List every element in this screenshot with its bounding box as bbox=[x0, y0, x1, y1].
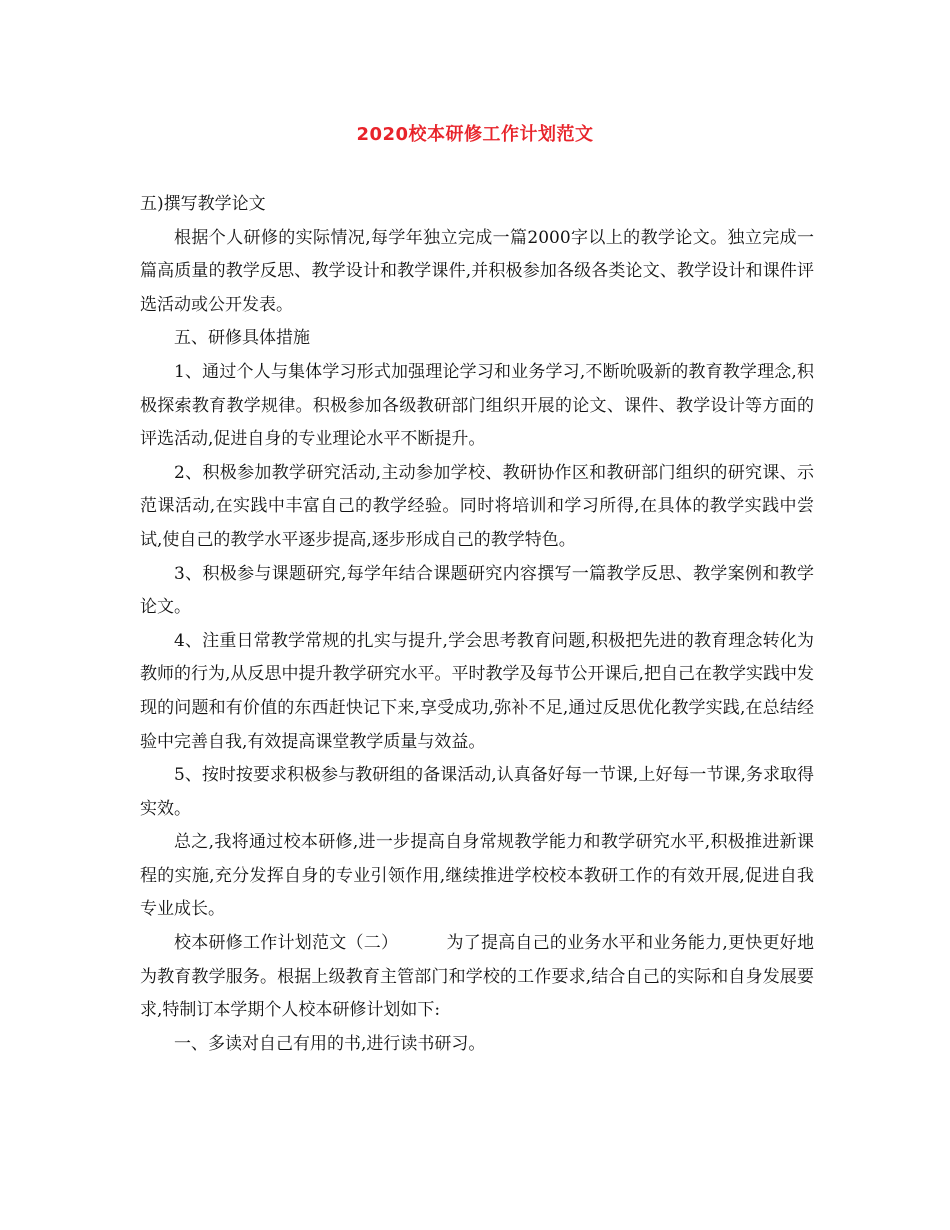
paragraph-measure-3: 3、积极参与课题研究,每学年结合课题研究内容撰写一篇教学反思、教学案例和教学论文。 bbox=[140, 563, 814, 618]
document-title: 2020校本研修工作计划范文 bbox=[356, 124, 594, 145]
paragraph-measure-1: 1、通过个人与集体学习形式加强理论学习和业务学习,不断吮吸新的教育教学理念,积极探索教育教学规律。积极参加各级教研部门组织开展的论文、课件、教学设计等方面的评选活动,促进自身的专业理论水平不断提升。 bbox=[140, 361, 814, 450]
document-body bbox=[140, 188, 814, 1061]
plan-two-heading: 校本研修工作计划范文（二） bbox=[174, 933, 399, 954]
section-heading-measures: 五、研修具体措施 bbox=[174, 328, 310, 349]
paragraph-plan-two bbox=[140, 927, 814, 1028]
paragraph-paper-writing: 根据个人研修的实际情况,每学年独立完成一篇2000字以上的教学论文。独立完成一篇高质量的教学反思、教学设计和教学课件,并积极参加各级各类论文、教学设计和课件评选活动或公开发表。 bbox=[140, 227, 814, 315]
paragraph-measure-4: 4、注重日常教学常规的扎实与提升,学会思考教育问题,积极把先进的教育理念转化为教师的行为,从反思中提升教学研究水平。平时教学及每节公开课后,把自己在教学实践中发现的问题和有价值的东西赶快记下来,享受成功,弥补不足,通过反思优化教学实践,在总结经验中完善自我,有效提高课堂教学质量与效益。 bbox=[140, 630, 814, 752]
plan-two-intro: 为了提高自己的业务水平和业务能力,更快更好地为教育教学服务。根据上级教育主管部门和学校的工作要求,结合自己的实际和自身发展要求,特制订本学期个人校本研修计划如下: bbox=[140, 933, 815, 1021]
paragraph-summary: 总之,我将通过校本研修,进一步提高自身常规教学能力和教学研究水平,积极推进新课程的实施,充分发挥自身的专业引领作用,继续推进学校校本教研工作的有效开展,促进自我专业成长。 bbox=[140, 832, 814, 920]
paragraph-measure-5: 5、按时按要求积极参与教研组的备课活动,认真备好每一节课,上好每一节课,务求取得实效。 bbox=[140, 765, 814, 819]
paragraph-measure-2: 2、积极参加教学研究活动,主动参加学校、教研协作区和教研部门组织的研究课、示范课活动,在实践中丰富自己的教学经验。同时将培训和学习所得,在具体的教学实践中尝试,使自己的教学水平逐步提高,逐步形成自己的教学特色。 bbox=[140, 462, 814, 550]
section-heading-paper: 五)撰写教学论文 bbox=[140, 194, 266, 214]
paragraph-reading: 一、多读对自己有用的书,进行读书研习。 bbox=[174, 1033, 486, 1054]
